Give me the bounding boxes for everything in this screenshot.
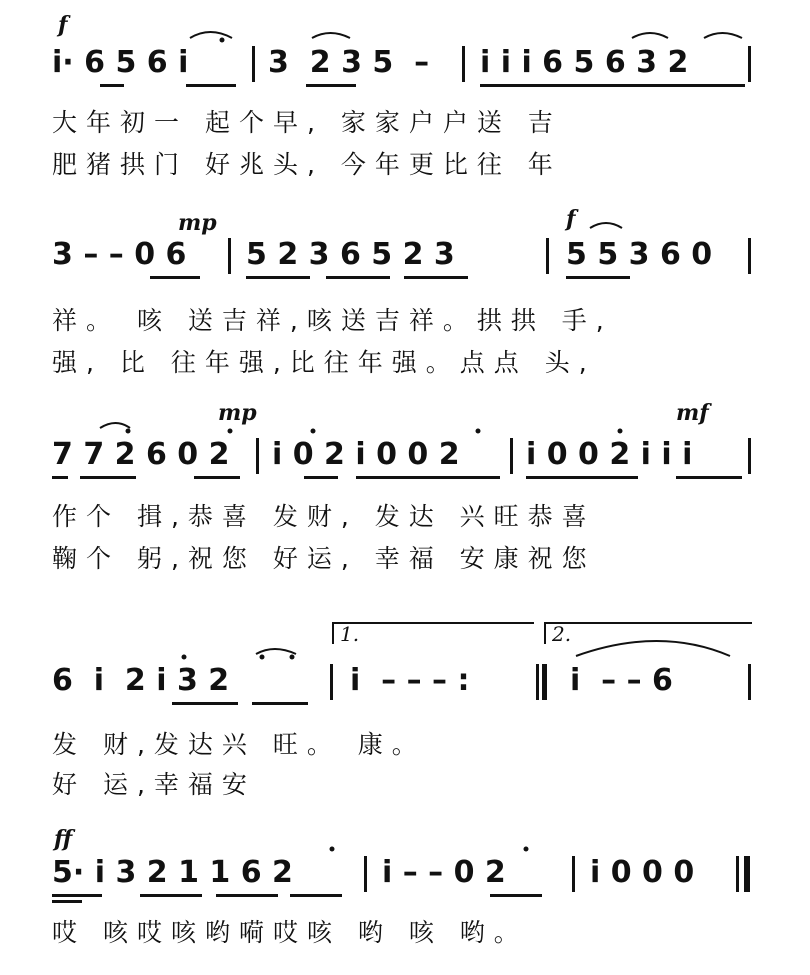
slur	[704, 33, 742, 38]
octave-dot	[476, 429, 481, 434]
slur	[632, 33, 668, 38]
underline	[100, 84, 124, 87]
row2-m2: 5 2 3 6 5 2 3	[246, 237, 455, 272]
tie	[576, 641, 730, 656]
underline	[676, 476, 742, 479]
lyric-row-1-verse-2: 肥猪拱门 好兆头, 今年更比往 年	[52, 150, 562, 179]
dynamic-mezzo-piano: mp	[218, 400, 257, 426]
row4-m1: 6 i 2 i 3 2	[52, 663, 230, 698]
underline	[404, 276, 468, 279]
underline	[252, 702, 308, 705]
row1-m1: i· 6 5 6 i	[52, 45, 189, 80]
underline	[52, 476, 68, 479]
underline	[304, 476, 338, 479]
dynamic-mezzo-piano: mp	[178, 210, 217, 236]
underline	[490, 894, 542, 897]
slur	[100, 423, 130, 428]
underline	[150, 276, 200, 279]
underline	[52, 894, 102, 897]
octave-dot	[182, 655, 187, 660]
underline	[140, 894, 202, 897]
octave-dot	[126, 429, 131, 434]
second-ending-label: 2.	[552, 622, 572, 646]
underline	[216, 894, 278, 897]
octave-dot	[618, 429, 623, 434]
lyric-row-3-verse-1: 作个 揖,恭喜 发财, 发达 兴旺恭喜	[52, 502, 596, 531]
underline	[246, 276, 310, 279]
lyric-row-1-verse-1: 大年初一 起个早, 家家户户送 吉	[52, 108, 562, 137]
row3-m1: 7 7 2 6 0 2	[52, 437, 230, 472]
row3-m3: i 0 0 2 i i i	[526, 437, 693, 472]
octave-dots	[126, 38, 623, 852]
underline	[566, 276, 630, 279]
lyric-row-2-verse-2: 强, 比 往年强,比往年强。点点 头,	[52, 348, 596, 377]
dynamic-mezzo-forte: mf	[676, 400, 709, 426]
octave-dot	[330, 847, 335, 852]
row5-m3: i 0 0 0	[590, 855, 695, 890]
lyric-row-4-verse-2: 好 运,幸福安	[52, 770, 256, 799]
row2-m1: 3 – – 0 6	[52, 237, 187, 272]
octave-dot	[228, 429, 233, 434]
lyric-row-3-verse-2: 鞠个 躬,祝您 好运, 幸福 安康祝您	[52, 544, 596, 573]
underline	[52, 900, 82, 903]
lyric-row-4-verse-1: 发 财,发达兴 旺。 康。	[52, 730, 426, 759]
slur	[312, 33, 350, 38]
underline	[80, 476, 136, 479]
dynamic-forte: f	[566, 206, 576, 232]
slurs	[100, 32, 742, 656]
underline	[306, 84, 356, 87]
lyric-row-5: 哎 咳哎咳哟嗬哎咳 哟 咳 哟。	[52, 918, 528, 947]
underline	[526, 476, 638, 479]
underlines	[52, 84, 745, 903]
octave-dot	[260, 655, 265, 660]
underline	[186, 84, 236, 87]
underline	[356, 476, 500, 479]
dynamic-fortissimo: ff	[54, 826, 73, 852]
row2-m3: 5 5 3 6 0	[566, 237, 713, 272]
row1-m2: 3 2 3 5 –	[268, 45, 430, 80]
underline	[290, 894, 342, 897]
row5-m1: 5· i 3 2 1 1 6 2	[52, 855, 293, 890]
octave-dot	[311, 429, 316, 434]
underline	[172, 702, 238, 705]
row3-m2: i 0 2 i 0 0 2	[272, 437, 460, 472]
slur	[190, 32, 232, 38]
row4-m3: i – – 6	[570, 663, 673, 698]
dynamic-forte: f	[58, 12, 68, 38]
slur	[256, 649, 296, 654]
first-ending-label: 1.	[340, 622, 360, 646]
octave-dot	[220, 38, 225, 43]
row1-m3: i i i 6 5 6 3 2	[480, 45, 689, 80]
octave-dot	[290, 655, 295, 660]
underline	[194, 476, 240, 479]
row4-m2: i – – – :	[350, 663, 470, 698]
underline	[326, 276, 390, 279]
underline	[630, 84, 745, 87]
octave-dot	[524, 847, 529, 852]
lyric-row-2-verse-1: 祥。 咳 送吉祥,咳送吉祥。拱拱 手,	[52, 306, 613, 335]
slur	[590, 223, 622, 228]
underline	[480, 84, 630, 87]
row5-m2: i – – 0 2	[382, 855, 506, 890]
